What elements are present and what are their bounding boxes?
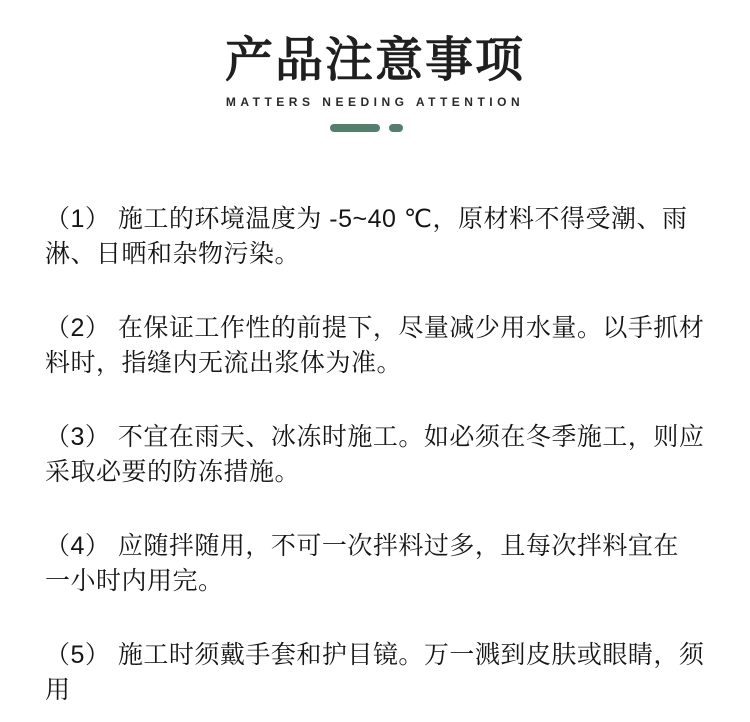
page-header [0, 0, 750, 132]
divider-bar-long-icon [330, 124, 380, 132]
precaution-item-4: （4） 应随拌随用，不可一次拌料过多，且每次拌料宜在 一小时内用完。 [45, 532, 679, 595]
precaution-item-2: （2） 在保证工作性的前提下，尽量减少用水量。以手抓材料时，指缝内无流出浆体为准。 [45, 314, 705, 377]
title-divider [0, 124, 741, 132]
divider-bar-short-icon [389, 124, 403, 132]
page-subtitle: MATTERS NEEDING ATTENTION [225, 95, 525, 109]
precaution-list [0, 132, 750, 708]
precaution-item-1: （1） 施工的环境温度为 -5~40 ℃，原材料不得受潮、雨淋、日晒和杂物污染。 [45, 205, 688, 268]
precaution-item-3: （3） 不宜在雨天、冰冻时施工。如必须在冬季施工，则应采取必要的防冻措施。 [45, 423, 705, 486]
precaution-item-5: （5） 施工时须戴手套和护目镜。万一溅到皮肤或眼睛，须用 [45, 641, 705, 704]
page-title: 产品注意事项 [224, 34, 525, 87]
